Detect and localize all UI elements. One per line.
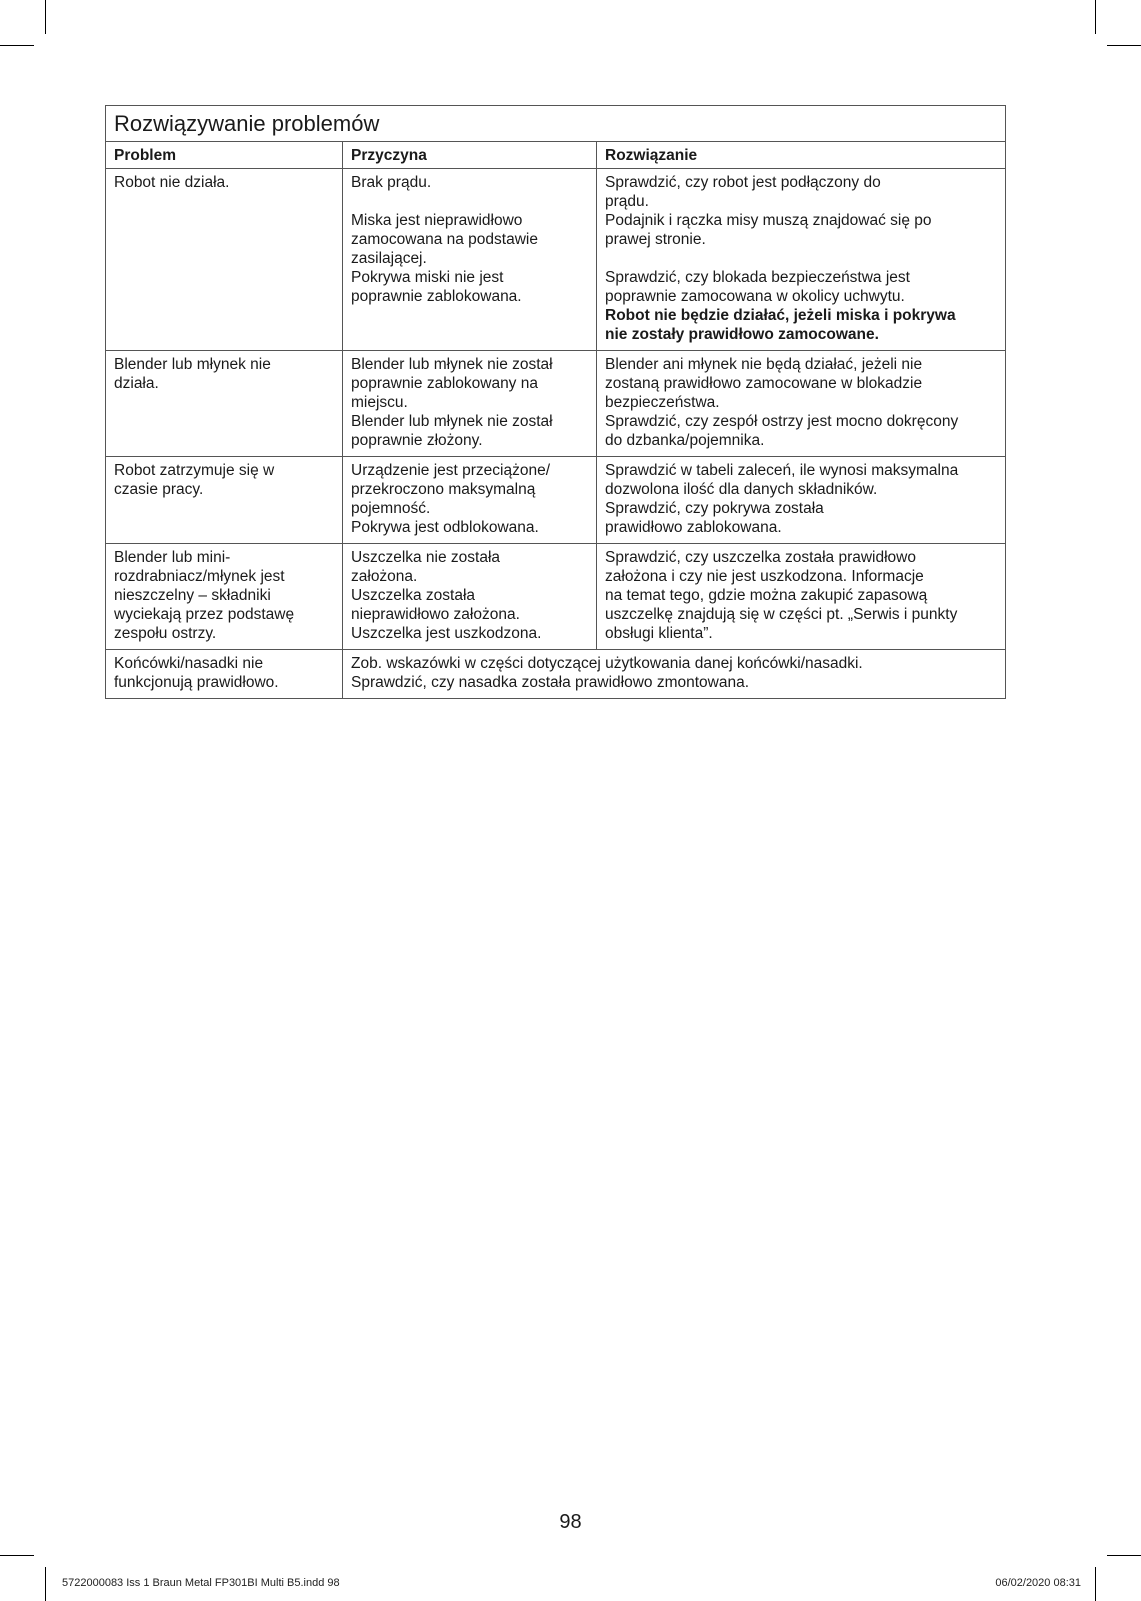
problem-text: Końcówki/nasadki nie <box>114 655 264 672</box>
solution-cell <box>597 544 1006 650</box>
crop-mark-top-right-vertical <box>1095 0 1096 34</box>
table-title-row <box>106 106 1006 142</box>
cause-text: Uszczelka została <box>351 587 476 604</box>
problem-text: Robot nie działa. <box>114 174 230 191</box>
table-title: Rozwiązywanie problemów <box>106 106 1006 142</box>
solution-cell <box>597 457 1006 544</box>
problem-text: zespołu ostrzy. <box>114 625 217 642</box>
crop-mark-bottom-left-vertical <box>45 1567 46 1601</box>
problem-cell <box>106 169 343 351</box>
problem-text: wyciekają przez podstawę <box>114 606 295 623</box>
solution-text: Sprawdzić, czy blokada bezpieczeństwa jest <box>605 269 910 286</box>
cause-text: poprawnie złożony. <box>351 432 483 449</box>
problem-text: funkcjonują prawidłowo. <box>114 674 279 691</box>
solution-warning-text: nie zostały prawidłowo zamocowane. <box>605 326 879 343</box>
solution-text: Sprawdzić, czy pokrywa została <box>605 500 824 517</box>
solution-text: Sprawdzić, czy zespół ostrzy jest mocno dokręcony <box>605 413 959 430</box>
crop-mark-top-right-horizontal <box>1107 45 1141 46</box>
problem-text: czasie pracy. <box>114 481 204 498</box>
cause-text: zamocowana na podstawie <box>351 231 538 248</box>
crop-mark-top-left-vertical <box>45 0 46 34</box>
header-solution: Rozwiązanie <box>597 142 1006 169</box>
problem-text: Blender lub młynek nie <box>114 356 271 373</box>
cause-text: poprawnie zablokowana. <box>351 288 522 305</box>
solution-text: prawej stronie. <box>605 231 706 248</box>
crop-mark-top-left-horizontal <box>0 45 34 46</box>
solution-text: do dzbanka/pojemnika. <box>605 432 765 449</box>
cause-text: Brak prądu. <box>351 174 432 191</box>
cause-text: Pokrywa jest odblokowana. <box>351 519 539 536</box>
table-row <box>106 351 1006 457</box>
cause-cell <box>343 169 597 351</box>
cause-text: poprawnie zablokowany na <box>351 375 538 392</box>
merged-text: Zob. wskazówki w części dotyczącej użytkowania danej końcówki/nasadki. <box>351 655 863 672</box>
solution-text: poprawnie zamocowana w okolicy uchwytu. <box>605 288 905 305</box>
table-row <box>106 650 1006 699</box>
cause-text: przekroczono maksymalną <box>351 481 536 498</box>
problem-cell <box>106 544 343 650</box>
problem-text: Robot zatrzymuje się w <box>114 462 275 479</box>
table-row <box>106 544 1006 650</box>
problem-text: działa. <box>114 375 159 392</box>
cause-text: nieprawidłowo założona. <box>351 606 520 623</box>
problem-text: nieszczelny – składniki <box>114 587 271 604</box>
spacer <box>351 192 588 211</box>
problem-cell <box>106 457 343 544</box>
cause-text: Urządzenie jest przeciążone/ <box>351 462 551 479</box>
header-problem: Problem <box>106 142 343 169</box>
solution-text: dozwolona ilość dla danych składników. <box>605 481 878 498</box>
cause-text: Miska jest nieprawidłowo <box>351 212 523 229</box>
solution-cell <box>597 351 1006 457</box>
header-cause: Przyczyna <box>343 142 597 169</box>
crop-mark-bottom-left-horizontal <box>0 1555 34 1556</box>
cause-cell <box>343 457 597 544</box>
solution-text: prądu. <box>605 193 649 210</box>
cause-text: miejscu. <box>351 394 408 411</box>
spacer <box>605 249 997 268</box>
solution-cell <box>597 169 1006 351</box>
crop-mark-bottom-right-horizontal <box>1107 1555 1141 1556</box>
footer-date-time: 06/02/2020 08:31 <box>995 1577 1081 1589</box>
table-header-row <box>106 142 1006 169</box>
solution-text: zostaną prawidłowo zamocowane w blokadzie <box>605 375 923 392</box>
cause-cell <box>343 351 597 457</box>
solution-text: Sprawdzić, czy uszczelka została prawidłowo <box>605 549 916 566</box>
crop-mark-bottom-right-vertical <box>1095 1567 1096 1601</box>
merged-text: Sprawdzić, czy nasadka została prawidłowo zmontowana. <box>351 674 750 691</box>
cause-cell <box>343 544 597 650</box>
problem-cell <box>106 351 343 457</box>
cause-text: pojemność. <box>351 500 431 517</box>
solution-text: uszczelkę znajdują się w części pt. „Serwis i punkty <box>605 606 958 623</box>
cause-text: Blender lub młynek nie został <box>351 356 553 373</box>
table-row <box>106 169 1006 351</box>
solution-text: na temat tego, gdzie można zakupić zapasową <box>605 587 928 604</box>
solution-text: założona i czy nie jest uszkodzona. Informacje <box>605 568 924 585</box>
solution-text: Sprawdzić, czy robot jest podłączony do <box>605 174 881 191</box>
solution-text: obsługi klienta”. <box>605 625 713 642</box>
merged-cause-solution-cell <box>343 650 1006 699</box>
solution-text: Podajnik i rączka misy muszą znajdować się po <box>605 212 932 229</box>
cause-text: Uszczelka nie została <box>351 549 501 566</box>
solution-text: prawidłowo zablokowana. <box>605 519 782 536</box>
solution-warning-text: Robot nie będzie działać, jeżeli miska i pokrywa <box>605 307 956 324</box>
cause-text: Pokrywa miski nie jest <box>351 269 504 286</box>
cause-text: Blender lub młynek nie został <box>351 413 553 430</box>
problem-text: Blender lub mini- <box>114 549 231 566</box>
cause-text: zasilającej. <box>351 250 427 267</box>
solution-text: Sprawdzić w tabeli zaleceń, ile wynosi maksymalna <box>605 462 959 479</box>
cause-text: założona. <box>351 568 418 585</box>
problem-cell <box>106 650 343 699</box>
solution-text: Blender ani młynek nie będą działać, jeżeli nie <box>605 356 923 373</box>
table-row <box>106 457 1006 544</box>
solution-text: bezpieczeństwa. <box>605 394 720 411</box>
cause-text: Uszczelka jest uszkodzona. <box>351 625 542 642</box>
page-number: 98 <box>559 1511 582 1533</box>
footer-file-info: 5722000083 Iss 1 Braun Metal FP301BI Multi B5.indd 98 <box>62 1577 340 1589</box>
troubleshooting-table <box>105 105 1006 699</box>
problem-text: rozdrabniacz/młynek jest <box>114 568 285 585</box>
